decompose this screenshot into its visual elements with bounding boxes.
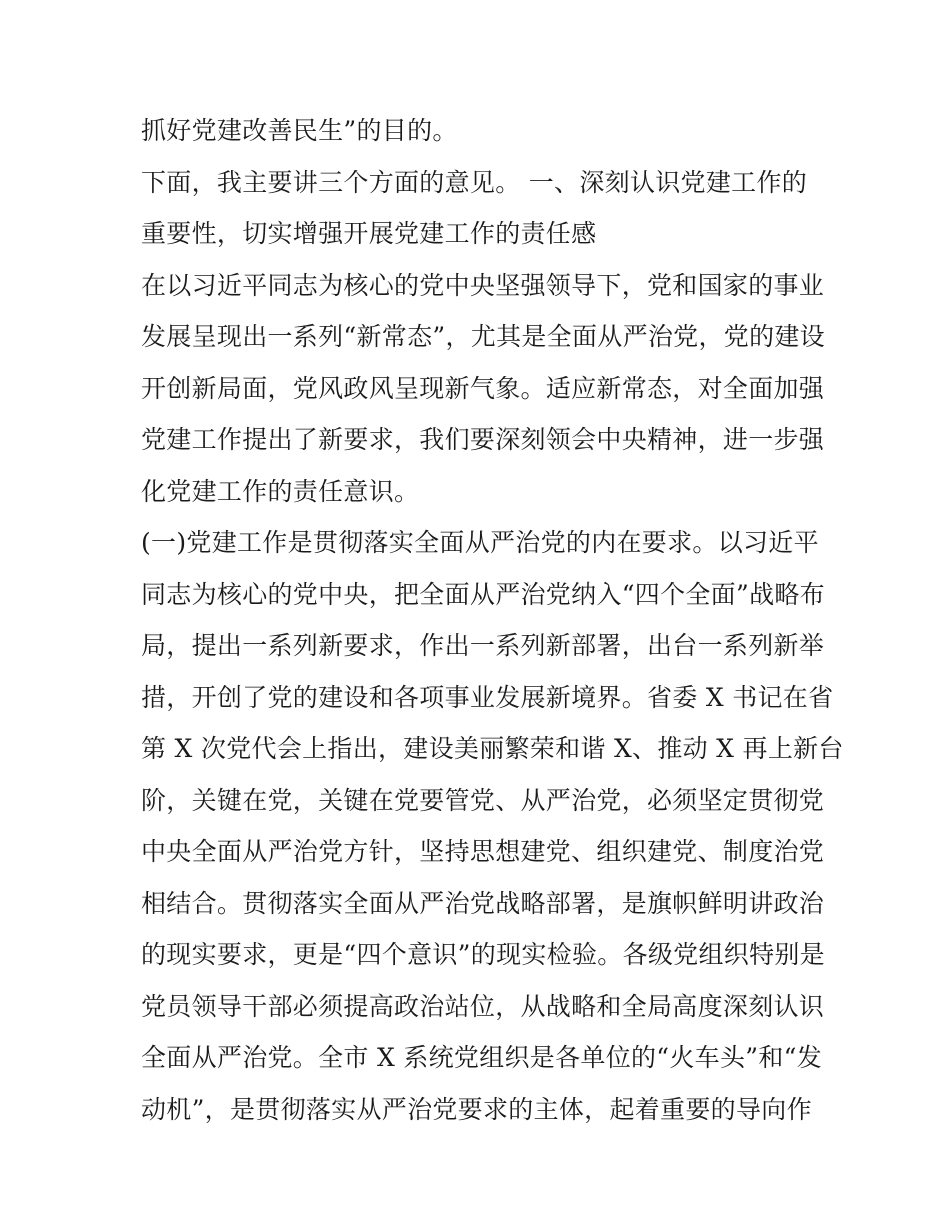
text-line: 党员领导干部必须提高政治站位，从战略和全局高度深刻认识 [141, 991, 825, 1021]
text-line: 化党建工作的责任意识。 [141, 476, 420, 506]
text-line: 的现实要求，更是“四个意识”的现实检验。各级党组织特别是 [141, 940, 825, 969]
text-line: 发展呈现出一系列“新常态”，尤其是全面从严治党，党的建设 [141, 322, 825, 351]
text-line: 全面从严治党。全市 X 系统党组织是各单位的“火车头”和“发 [141, 1043, 823, 1072]
text-line: 相结合。贯彻落实全面从严治党战略部署，是旗帜鲜明讲政治 [141, 888, 825, 918]
text-line: 阶，关键在党，关键在党要管党、从严治党，必须坚定贯彻党 [141, 785, 825, 815]
document-body [141, 105, 844, 1135]
text-line: 措，开创了党的建设和各项事业发展新境界。省委 X 书记在省 [141, 682, 834, 712]
text-line: 同志为核心的党中央，把全面从严治党纳入“四个全面”战略布 [141, 579, 825, 609]
text-line: 重要性，切实增强开展党建工作的责任感 [141, 219, 597, 248]
text-line: 下面，我主要讲三个方面的意见。 一、深刻认识党建工作的 [141, 167, 808, 197]
text-line: 在以习近平同志为核心的党中央坚强领导下，党和国家的事业 [141, 270, 825, 300]
text-line: 党建工作提出了新要求，我们要深刻领会中央精神，进一步强 [141, 425, 825, 454]
text-line: 动机”，是贯彻落实从严治党要求的主体，起着重要的导向作 [141, 1094, 812, 1124]
text-line: (一)党建工作是贯彻落实全面从严治党的内在要求。以习近平 [141, 528, 819, 557]
text-line: 抓好党建改善民生”的目的。 [141, 116, 458, 145]
text-line: 局，提出一系列新要求，作出一系列新部署，出台一系列新举 [141, 631, 825, 660]
text-line: 开创新局面，党风政风呈现新气象。适应新常态，对全面加强 [141, 373, 825, 403]
text-line: 中央全面从严治党方针，坚持思想建党、组织建党、制度治党 [141, 837, 825, 866]
text-line: 第 X 次党代会上指出，建设美丽繁荣和谐 X、推动 X 再上新台 [141, 734, 844, 763]
